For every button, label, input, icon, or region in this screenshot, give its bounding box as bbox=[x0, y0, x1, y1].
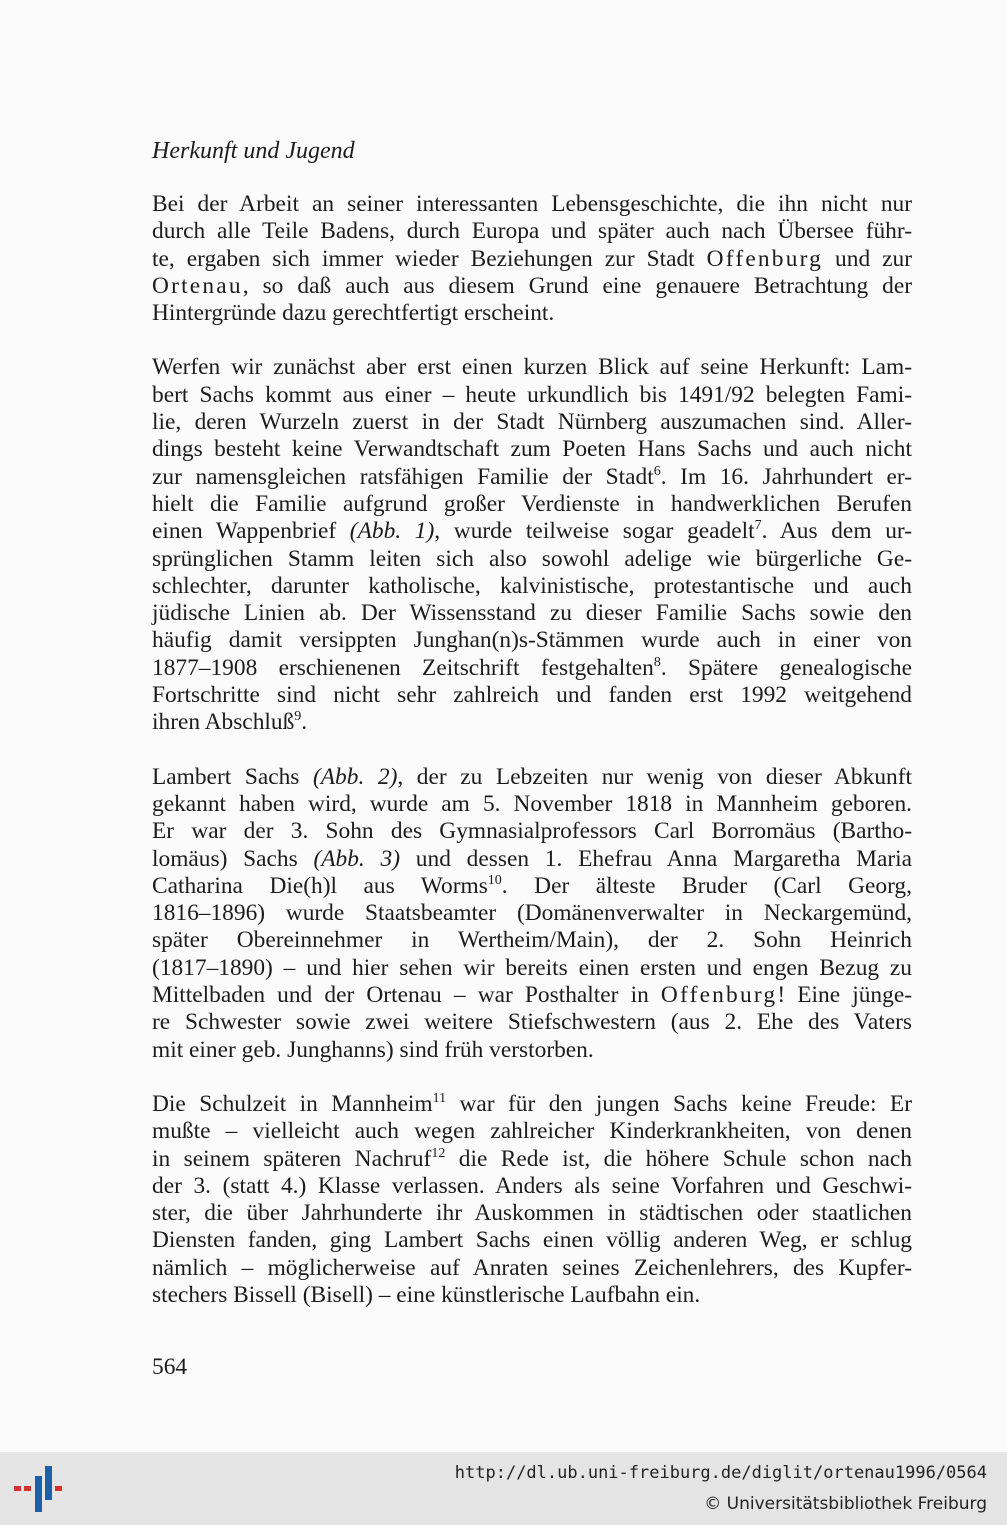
text-line: ihren Abschluß$^9$. bbox=[152, 709, 308, 736]
text-line: in seinem späteren Nachruf$^{12}$ die Rede ist, die höhere Schule schon nach bbox=[152, 1145, 912, 1172]
text-line: Er war der 3. Sohn des Gymnasialprofessors Carl Borromäus (Bartho- bbox=[152, 818, 912, 845]
text-line: Ortenau, so daß auch aus diesem Grund eine genauere Betrachtung der bbox=[152, 272, 912, 299]
text-line: Lambert Sachs (Abb. 2), der zu Lebzeiten nur wenig von dieser Abkunft bbox=[152, 763, 912, 790]
paragraph-2 bbox=[152, 354, 912, 736]
footnote-marker: 6 bbox=[653, 463, 661, 479]
text-line: jüdische Linien ab. Der Wissensstand zu dieser Familie Sachs sowie den bbox=[152, 600, 912, 627]
paragraph-4 bbox=[152, 1091, 912, 1309]
body-text bbox=[152, 191, 912, 1336]
footnote-marker: 9 bbox=[294, 709, 302, 725]
footnote-marker: 8 bbox=[653, 654, 661, 670]
text-line: der 3. (statt 4.) Klasse verlassen. Anders als seine Vorfahren und Geschwi- bbox=[152, 1172, 912, 1199]
text-line: Werfen wir zunächst aber erst einen kurzen Blick auf seine Herkunft: Lam- bbox=[152, 354, 912, 381]
text-line: nämlich – möglicherweise auf Anraten seines Zeichenlehrers, des Kupfer- bbox=[152, 1254, 912, 1281]
spaced-place-name: Offenburg bbox=[660, 982, 778, 1009]
text-line: schlechter, darunter katholische, kalvinistische, protestantische und auch bbox=[152, 572, 912, 599]
text-line: 1816–1896) wurde Staatsbeamter (Domänenverwalter in Neckargemünd, bbox=[152, 900, 912, 927]
figure-reference: (Abb. 3) bbox=[313, 845, 401, 872]
text-line: te, ergaben sich immer wieder Beziehungen zur Stadt Offenburg und zur bbox=[152, 245, 912, 272]
text-line: Diensten fanden, ging Lambert Sachs einen völlig anderen Weg, er schlug bbox=[152, 1227, 912, 1254]
text-line: (1817–1890) – und hier sehen wir bereits einen ersten und engen Bezug zu bbox=[152, 954, 912, 981]
paragraph-3 bbox=[152, 764, 912, 1064]
text-line: später Obereinnehmer in Wertheim/Main), der 2. Sohn Heinrich bbox=[152, 927, 912, 954]
text-line: lomäus) Sachs (Abb. 3) und dessen 1. Ehefrau Anna Margaretha Maria bbox=[152, 845, 913, 872]
text-line: einen Wappenbrief (Abb. 1), wurde teilweise sogar geadelt$^7$. Aus dem ur- bbox=[152, 518, 912, 545]
figure-reference: (Abb. 1) bbox=[349, 518, 435, 545]
footnote-marker: 11 bbox=[432, 1090, 447, 1106]
page-number: 564 bbox=[152, 1354, 188, 1380]
footnote-marker: 10 bbox=[487, 872, 502, 888]
text-line: mußte – vielleicht auch wegen zahlreicher Kinderkrankheiten, von denen bbox=[152, 1118, 912, 1145]
text-line: lie, deren Wurzeln zuerst in der Stadt Nürnberg auszumachen sind. Aller- bbox=[152, 409, 912, 436]
text-line: Fortschritte sind nicht sehr zahlreich und fanden erst 1992 weitgehend bbox=[152, 682, 912, 709]
footer-bar bbox=[0, 1452, 1007, 1525]
spaced-place-name: Ortenau bbox=[152, 272, 243, 299]
text-line: stechers Bissell (Bisell) – eine künstlerische Laufbahn ein. bbox=[152, 1281, 701, 1308]
spaced-place-name: Offenburg bbox=[706, 245, 824, 272]
text-line: hielt die Familie aufgrund großer Verdienste in handwerklichen Berufen bbox=[152, 490, 912, 517]
text-line: ster, die über Jahrhunderte ihr Auskommen in städtischen oder staatlichen bbox=[152, 1200, 912, 1227]
text-line: Catharina Die(h)l aus Worms$^{10}$. Der älteste Bruder (Carl Georg, bbox=[152, 872, 912, 899]
text-line: häufig damit versippten Junghan(n)s-Stämmen wurde auch in einer von bbox=[152, 627, 912, 654]
text-line: sprünglichen Stamm leiten sich also sowohl adelige wie bürgerliche Ge- bbox=[152, 545, 912, 572]
text-line: gekannt haben wird, wurde am 5. November 1818 in Mannheim geboren. bbox=[152, 790, 912, 817]
figure-reference: (Abb. 2) bbox=[312, 763, 398, 790]
text-line: mit einer geb. Junghanns) sind früh verstorben. bbox=[152, 1036, 594, 1063]
text-line: zur namensgleichen ratsfähigen Familie der Stadt$^6$. Im 16. Jahrhundert er- bbox=[152, 463, 913, 490]
text-line: Die Schulzeit in Mannheim$^{11}$ war für den jungen Sachs keine Freude: Er bbox=[152, 1090, 912, 1117]
text-line: Bei der Arbeit an seiner interessanten Lebensgeschichte, die ihn nicht nur bbox=[152, 191, 912, 217]
copyright-notice: © Universitätsbibliothek Freiburg bbox=[704, 1494, 987, 1514]
paragraph-1 bbox=[152, 191, 912, 327]
text-line: 1877–1908 erschienenen Zeitschrift festgehalten$^8$. Spätere genealogische bbox=[152, 654, 913, 681]
text-line: Mittelbaden und der Ortenau – war Posthalter in Offenburg! Eine jünge- bbox=[152, 982, 912, 1009]
text-line: re Schwester sowie zwei weitere Stiefschwestern (aus 2. Ehe des Vaters bbox=[152, 1009, 912, 1036]
text-line: bert Sachs kommt aus einer – heute urkundlich bis 1491/92 belegten Fami- bbox=[152, 381, 912, 408]
text-line: Hintergründe dazu gerechtfertigt erscheint. bbox=[152, 300, 555, 327]
text-line: durch alle Teile Badens, durch Europa und später auch nach Übersee führ- bbox=[152, 218, 912, 245]
section-heading: Herkunft und Jugend bbox=[152, 138, 355, 164]
source-url-link[interactable]: http://dl.ub.uni-freiburg.de/diglit/ortenau1996/0564 bbox=[454, 1463, 987, 1483]
text-line: dings besteht keine Verwandtschaft zum Poeten Hans Sachs und auch nicht bbox=[152, 436, 912, 463]
footnote-marker: 12 bbox=[431, 1145, 446, 1161]
ub-freiburg-logo-icon bbox=[14, 1466, 66, 1512]
footnote-marker: 7 bbox=[754, 518, 762, 534]
